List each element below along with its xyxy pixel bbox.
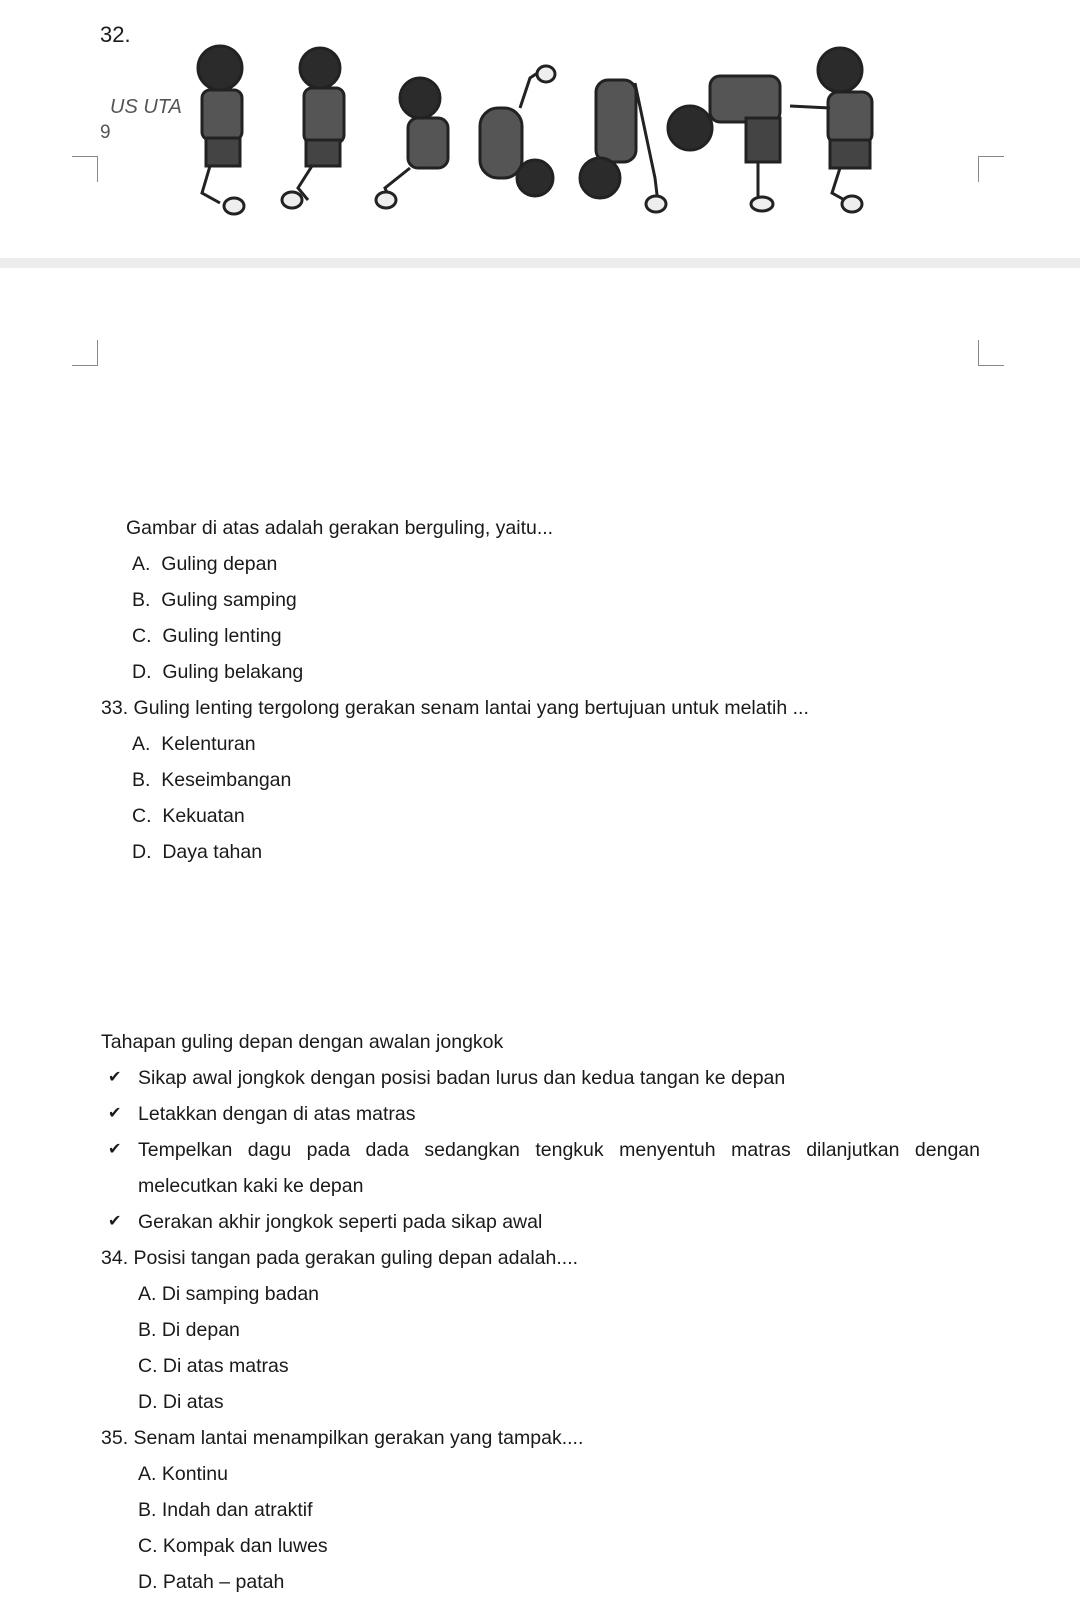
question-33-prompt: 33. Guling lenting tergolong gerakan senam lantai yang bertujuan untuk melatih ...	[101, 697, 809, 719]
q35-option-a: A. Kontinu	[138, 1463, 228, 1485]
page-break	[0, 258, 1080, 268]
roll-figure-4	[480, 66, 555, 196]
q32-option-b	[132, 588, 297, 612]
option-text: Guling depan	[161, 553, 278, 575]
steps-title: Tahapan guling depan dengan awalan jongkok	[101, 1031, 504, 1053]
option-letter: A.	[132, 733, 151, 755]
q32-option-c	[132, 624, 282, 648]
option-text: Guling samping	[161, 589, 297, 611]
margin-corner-mark	[978, 156, 1004, 182]
q33-option-d	[132, 840, 262, 864]
q32-option-a	[132, 552, 277, 576]
q33-option-c	[132, 804, 245, 828]
margin-corner-mark	[978, 340, 1004, 366]
q35-option-b: B. Indah dan atraktif	[138, 1499, 313, 1521]
page-header-text: US UTA	[110, 96, 182, 118]
margin-corner-mark	[72, 340, 98, 366]
option-letter: A.	[132, 553, 151, 575]
question-34-prompt: 34. Posisi tangan pada gerakan guling depan adalah....	[101, 1247, 579, 1269]
step-item: Letakkan dengan di atas matras	[138, 1103, 416, 1125]
forward-roll-sequence-illustration	[180, 28, 940, 228]
checkmark-icon: ✔	[108, 1069, 122, 1086]
roll-figure-5	[580, 80, 666, 212]
option-letter: C.	[132, 625, 152, 647]
q32-option-d	[132, 660, 303, 684]
option-letter: B.	[132, 769, 151, 791]
q33-option-a	[132, 732, 256, 756]
roll-figure-3	[376, 78, 448, 208]
option-letter: B.	[132, 589, 151, 611]
checkmark-icon: ✔	[108, 1141, 122, 1158]
question-35-prompt: 35. Senam lantai menampilkan gerakan yang tampak....	[101, 1427, 584, 1449]
option-text: Guling lenting	[162, 625, 282, 647]
q34-option-a: A. Di samping badan	[138, 1283, 320, 1305]
question-32-prompt: Gambar di atas adalah gerakan berguling, yaitu...	[126, 517, 554, 539]
margin-corner-mark	[72, 156, 98, 182]
option-letter: D.	[132, 841, 152, 863]
roll-figure-2	[282, 48, 344, 208]
checkmark-icon: ✔	[108, 1105, 122, 1122]
step-item: Gerakan akhir jongkok seperti pada sikap awal	[138, 1211, 543, 1233]
option-text: Kekuatan	[162, 805, 245, 827]
step-item-continuation: melecutkan kaki ke depan	[138, 1175, 364, 1197]
option-text: Daya tahan	[162, 841, 263, 863]
q34-option-b: B. Di depan	[138, 1319, 240, 1341]
step-item: Sikap awal jongkok dengan posisi badan lurus dan kedua tangan ke depan	[138, 1067, 786, 1089]
option-letter: D.	[132, 661, 152, 683]
option-text: Keseimbangan	[161, 769, 292, 791]
checkmark-icon: ✔	[108, 1213, 122, 1230]
option-text: Guling belakang	[162, 661, 304, 683]
q33-option-b	[132, 768, 291, 792]
step-item: Tempelkan dagu pada dada sedangkan tengkuk menyentuh matras dilanjutkan dengan	[138, 1139, 980, 1161]
q34-option-d: D. Di atas	[138, 1391, 224, 1413]
q35-option-d: D. Patah – patah	[138, 1571, 285, 1593]
option-letter: C.	[132, 805, 152, 827]
q35-option-c: C. Kompak dan luwes	[138, 1535, 328, 1557]
q34-option-c: C. Di atas matras	[138, 1355, 289, 1377]
roll-figure-7	[790, 48, 872, 212]
question-number-32: 32.	[100, 22, 131, 47]
roll-figure-6	[668, 76, 780, 211]
page-number: 9	[100, 122, 111, 143]
roll-figure-1	[198, 46, 244, 214]
option-text: Kelenturan	[161, 733, 256, 755]
